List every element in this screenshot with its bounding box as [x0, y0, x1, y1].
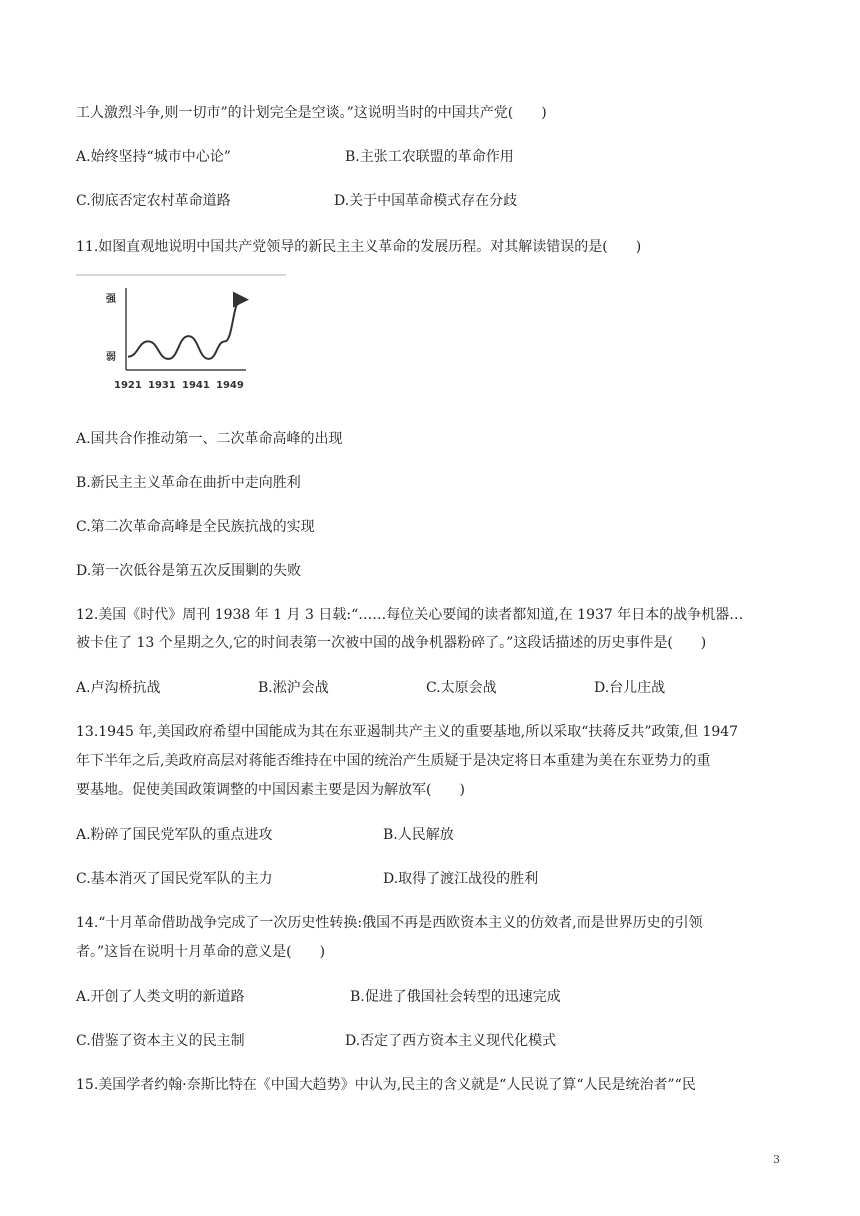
x-tick-1921: 1921 [114, 380, 142, 391]
q11-option-a: A.国共合作推动第一、二次革命高峰的出现 [76, 431, 343, 447]
chart-top-border [76, 274, 286, 276]
q14-option-a: A.开创了人类文明的新道路 [76, 989, 245, 1005]
q12-option-c: C.太原会战 [426, 680, 497, 696]
q11-option-d: D.第一次低谷是第五次反围剿的失败 [76, 563, 302, 579]
q15-stem-line1: 15.美国学者约翰·奈斯比特在《中国大趋势》中认为,民主的含义就是“人民说了算“人民是统治者”“民 [76, 1077, 696, 1093]
q14-option-d: D.否定了西方资本主义现代化模式 [345, 1033, 557, 1049]
q13-stem-line1: 13.1945 年,美国政府希望中国能成为其在东亚遏制共产主义的重要基地,所以采取“扶蒋反共”政策,但 1947 [76, 724, 739, 740]
x-tick-1931: 1931 [148, 380, 176, 391]
q11-stem: 11.如图直观地说明中国共产党领导的新民主主义革命的发展历程。对其解读错误的是( ) [76, 239, 642, 255]
q12-option-b: B.淞沪会战 [258, 680, 329, 696]
chart-svg [96, 280, 286, 400]
q14-stem-line1: 14.“十月革命借助战争完成了一次历史性转换:俄国不再是西欧资本主义的仿效者,而是世界历史的引领 [76, 915, 703, 931]
q12-stem-line1: 12.美国《时代》周刊 1938 年 1 月 3 日载:“……每位关心要闻的读者都知道,在 1937 年日本的战争机器… [76, 607, 744, 623]
q14-stem-line2: 者。”这旨在说明十月革命的意义是( ) [76, 944, 326, 960]
q13-stem-line3: 要基地。促使美国政策调整的中国因素主要是因为解放军( ) [76, 782, 465, 798]
q12-option-d: D.台儿庄战 [594, 680, 666, 696]
q13-option-c: C.基本消灭了国民党军队的主力 [76, 871, 273, 887]
page-number: 3 [773, 1153, 780, 1166]
q10-stem-tail: 工人激烈斗争,则一切市”的计划完全是空谈。”这说明当时的中国共产党( ) [76, 105, 547, 121]
q10-option-c: C.彻底否定农村革命道路 [76, 193, 231, 209]
q10-option-b: B.主张工农联盟的革命作用 [345, 149, 514, 165]
y-label-weak: 弱 [106, 352, 116, 363]
q12-stem-line2: 被卡住了 13 个星期之久,它的时间表第一次被中国的战争机器粉碎了。”这段话描述的历史事件是( ) [76, 635, 707, 651]
q13-stem-line2: 年下半年之后,美政府高层对蒋能否维持在中国的统治产生质疑于是决定将日本重建为美在东亚势力的重 [76, 753, 711, 769]
q11-option-b: B.新民主主义革命在曲折中走向胜利 [76, 475, 301, 491]
q13-option-d: D.取得了渡江战役的胜利 [383, 871, 539, 887]
revolution-trend-chart [96, 280, 286, 400]
x-tick-1941: 1941 [182, 380, 210, 391]
trend-line [128, 300, 241, 359]
q12-option-a: A.卢沟桥抗战 [76, 680, 161, 696]
q13-option-a: A.粉碎了国民党军队的重点进攻 [76, 827, 273, 843]
q14-option-c: C.借鉴了资本主义的民主制 [76, 1033, 245, 1049]
q14-option-b: B.促进了俄国社会转型的迅速完成 [350, 989, 561, 1005]
q10-option-a: A.始终坚持“城市中心论” [76, 149, 231, 165]
y-label-strong: 强 [106, 294, 116, 305]
q10-option-d: D.关于中国革命模式存在分歧 [334, 193, 518, 209]
q11-option-c: C.第二次革命高峰是全民族抗战的实现 [76, 519, 315, 535]
x-tick-1949: 1949 [216, 380, 244, 391]
q13-option-b: B.人民解放 [383, 827, 454, 843]
